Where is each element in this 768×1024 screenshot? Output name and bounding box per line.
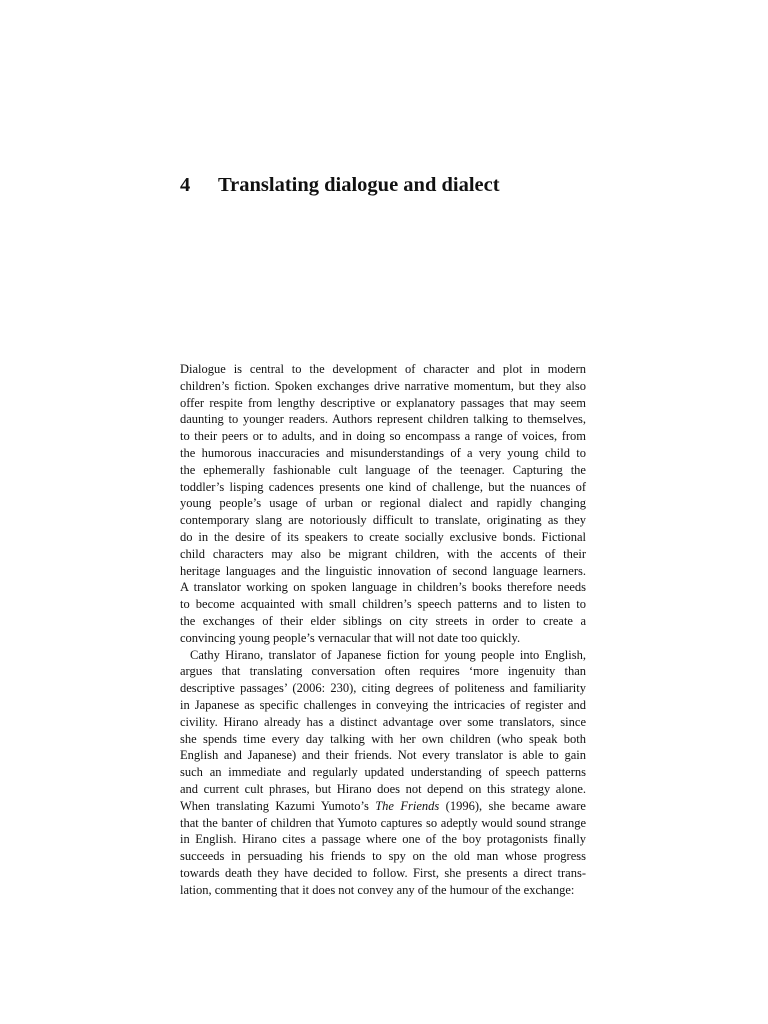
text-run: (1996), she became aware [439, 798, 586, 813]
text-line: English and Japanese) and their friends. Not every translator is able to gain [180, 748, 586, 763]
text-line: to their peers or to adults, and in doing so encompass a range of voices, from [180, 429, 586, 444]
paragraph-1 [180, 361, 586, 647]
text-line: the exchanges of their elder siblings on city streets in order to create a [180, 613, 586, 628]
text-line: towards death they have decided to follow. First, she presents a direct trans- [180, 865, 586, 880]
text-line: heritage languages and the linguistic innovation of second language learners. [180, 563, 586, 578]
text-line: the humorous inaccuracies and misunderstandings of a very young child to [180, 445, 586, 460]
text-run: When translating Kazumi Yumoto’s [180, 798, 376, 813]
text-line: A translator working on spoken language in children’s books therefore needs [180, 580, 586, 595]
chapter-number: 4 [180, 174, 191, 196]
text-line [180, 798, 586, 815]
text-line: toddler’s lisping cadences presents one kind of challenge, but the nuances of [180, 479, 586, 494]
text-line: Dialogue is central to the development of character and plot in modern [180, 362, 586, 376]
chapter-heading [180, 172, 518, 199]
text-line: she spends time every day talking with her own children (who speak both [180, 731, 586, 746]
text-line: in English. Hirano cites a passage where one of the boy protagonists finally [180, 832, 586, 847]
paragraph-2 [180, 647, 586, 899]
text-line: daunting to younger readers. Authors represent children talking to themselves, [180, 412, 586, 427]
text-line: convincing young people’s vernacular that will not date too quickly. [180, 630, 521, 645]
text-line: succeeds in persuading his friends to spy on the old man whose progress [180, 849, 586, 864]
text-line: argues that translating conversation often requires ‘more ingenuity than [180, 664, 586, 679]
text-line: children’s fiction. Spoken exchanges drive narrative momentum, but they also [180, 378, 586, 393]
text-line: and current cult phrases, but Hirano does not depend on this strategy alone. [180, 781, 586, 796]
body-text [180, 361, 586, 899]
text-line: the ephemerally fashionable cult language of the teenager. Capturing the [180, 462, 586, 477]
text-line: Cathy Hirano, translator of Japanese fiction for young people into English, [190, 647, 586, 662]
text-line: that the banter of children that Yumoto captures so adeptly would sound strange [180, 815, 586, 830]
chapter-title: Translating dialogue and dialect [218, 174, 500, 196]
text-line: to become acquainted with small children’s speech patterns and to listen to [180, 597, 586, 612]
book-title: The Friends [375, 798, 440, 813]
text-line: lation, commenting that it does not convey any of the humour of the exchange: [180, 882, 575, 897]
text-line: such an immediate and regularly updated understanding of speech patterns [180, 765, 586, 780]
text-line: young people’s usage of urban or regional dialect and rapidly changing [180, 496, 586, 511]
text-line: civility. Hirano already has a distinct advantage over some translators, since [180, 714, 586, 729]
text-line: child characters may also be migrant children, with the accents of their [180, 546, 586, 561]
text-line: in Japanese as specific challenges in conveying the intricacies of register and [180, 697, 586, 712]
text-line: descriptive passages’ (2006: 230), citing degrees of politeness and familiarity [180, 681, 586, 696]
text-line: do in the desire of its speakers to create socially exclusive bonds. Fictional [180, 529, 586, 544]
text-line: offer respite from lengthy descriptive or explanatory passages that may seem [180, 395, 586, 410]
text-line: contemporary slang are notoriously difficult to translate, originating as they [180, 513, 586, 528]
